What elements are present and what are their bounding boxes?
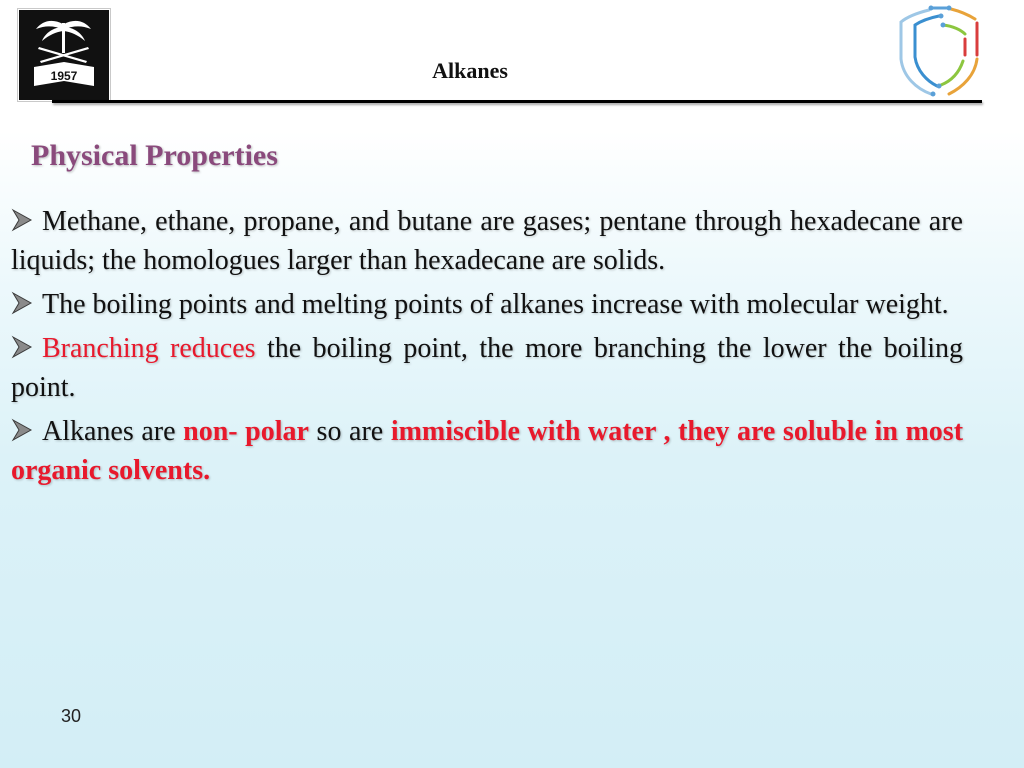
- bullet-text: the boiling point, the more branching the lower the boiling point.: [11, 333, 964, 403]
- arrow-bullet-icon: [11, 291, 33, 315]
- emphasis-text: non- polar: [183, 416, 309, 447]
- bullet-text: Alkanes are: [42, 416, 184, 447]
- slide-title: Alkanes: [432, 58, 508, 83]
- university-logo: [17, 8, 111, 102]
- arrow-bullet-icon: [11, 208, 33, 232]
- circuit-shield-icon: [893, 3, 985, 99]
- bullet-item-polarity: [11, 412, 963, 490]
- palm-swords-emblem-icon: [18, 9, 110, 101]
- header-divider: [52, 100, 982, 103]
- emphasis-text: immiscible with water , they are soluble in most organic solvents.: [11, 416, 964, 486]
- bullet-item-states: [11, 202, 963, 280]
- bullet-text: Methane, ethane, propane, and butane are gases; pentane through hexadecane are liquids; the homologues larger than hexadecane are solids.: [11, 206, 963, 276]
- department-logo: [893, 3, 985, 99]
- bullet-text: so are: [308, 416, 391, 447]
- bullet-text: The boiling points and melting points of alkanes increase with molecular weight.: [42, 289, 949, 320]
- emphasis-text: Branching reduces: [42, 333, 256, 364]
- logo-year: 1957: [50, 69, 78, 83]
- arrow-bullet-icon: [11, 335, 33, 359]
- bullet-list: [11, 202, 963, 495]
- section-heading: Physical Properties: [31, 139, 278, 172]
- page-number: 30: [61, 706, 82, 726]
- bullet-item-boiling-points: [11, 285, 963, 324]
- arrow-bullet-icon: [11, 418, 33, 442]
- bullet-item-branching: [11, 329, 963, 407]
